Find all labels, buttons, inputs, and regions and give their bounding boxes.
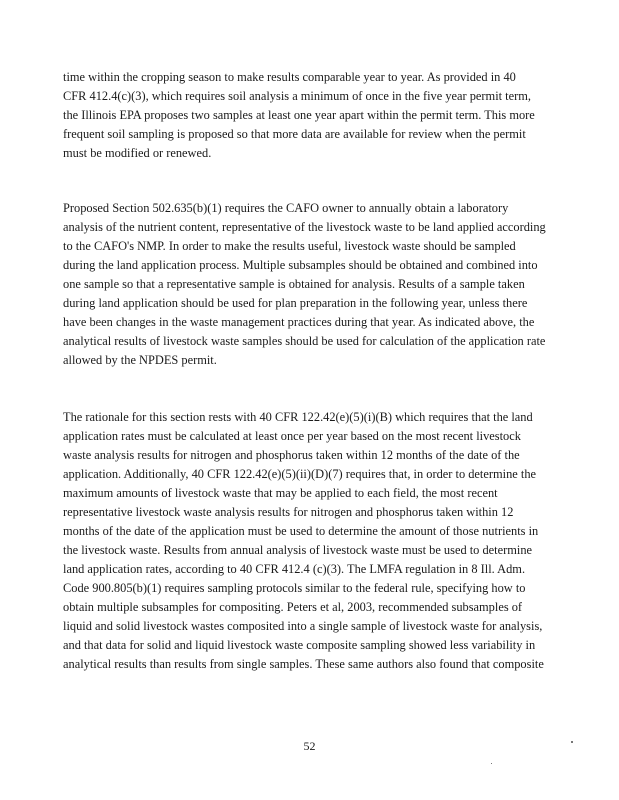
text-line: Code 900.805(b)(1) requires sampling protocols similar to the federal rule, specifying how to (63, 581, 526, 595)
text-line: time within the cropping season to make results comparable year to year. As provided in 40 (63, 70, 516, 84)
page-number: 52 (303, 739, 316, 753)
text-line: application rates must be calculated at least once per year based on the most recent livestock (63, 429, 521, 443)
text-line: land application rates, according to 40 CFR 412.4 (c)(3). The LMFA regulation in 8 Ill. Adm. (63, 562, 526, 576)
paragraph-2 (63, 199, 573, 370)
paragraph-3 (63, 408, 573, 674)
text-line: maximum amounts of livestock waste that may be applied to each field, the most recent (63, 486, 498, 500)
text-line: have been changes in the waste management practices during that year. As indicated above, the (63, 315, 535, 329)
paragraph-1 (63, 68, 573, 163)
text-line: during the land application process. Multiple subsamples should be obtained and combined into (63, 258, 538, 272)
text-line: Proposed Section 502.635(b)(1) requires the CAFO owner to annually obtain a laboratory (63, 201, 509, 215)
text-line: The rationale for this section rests with 40 CFR 122.42(e)(5)(i)(B) which requires that the land (63, 410, 533, 424)
text-line: waste analysis results for nitrogen and phosphorus taken within 12 months of the date of the (63, 448, 520, 462)
text-line: application. Additionally, 40 CFR 122.42(e)(5)(ii)(D)(7) requires that, in order to determine the (63, 467, 537, 481)
scan-speck (491, 763, 492, 764)
text-line: during land application should be used for plan preparation in the following year, unless there (63, 296, 528, 310)
text-line: the Illinois EPA proposes two samples at least one year apart within the permit term. This more (63, 108, 535, 122)
text-line: allowed by the NPDES permit. (63, 353, 217, 367)
text-line: liquid and solid livestock wastes composited into a single sample of livestock waste for analysis, (63, 619, 543, 633)
text-line: frequent soil sampling is proposed so that more data are available for review when the permit (63, 127, 526, 141)
text-line: CFR 412.4(c)(3), which requires soil analysis a minimum of once in the five year permit term, (63, 89, 531, 103)
text-line: obtain multiple subsamples for compositing. Peters et al, 2003, recommended subsamples of (63, 600, 523, 614)
text-line: must be modified or renewed. (63, 146, 212, 160)
text-line: analysis of the nutrient content, representative of the livestock waste to be land applied according (63, 220, 546, 234)
text-line: and that data for solid and liquid livestock waste composite sampling showed less variability in (63, 638, 536, 652)
text-line: one sample so that a representative sample is obtained for analysis. Results of a sample taken (63, 277, 525, 291)
text-line: analytical results than results from single samples. These same authors also found that composite (63, 657, 544, 671)
text-line: to the CAFO's NMP. In order to make the results useful, livestock waste should be sampled (63, 239, 516, 253)
text-line: analytical results of livestock waste samples should be used for calculation of the application rate (63, 334, 546, 348)
scan-speck (571, 741, 573, 743)
text-line: representative livestock waste analysis results for nitrogen and phosphorus taken within 12 (63, 505, 514, 519)
text-line: the livestock waste. Results from annual analysis of livestock waste must be used to determine (63, 543, 533, 557)
text-line: months of the date of the application must be used to determine the amount of those nutrients in (63, 524, 539, 538)
